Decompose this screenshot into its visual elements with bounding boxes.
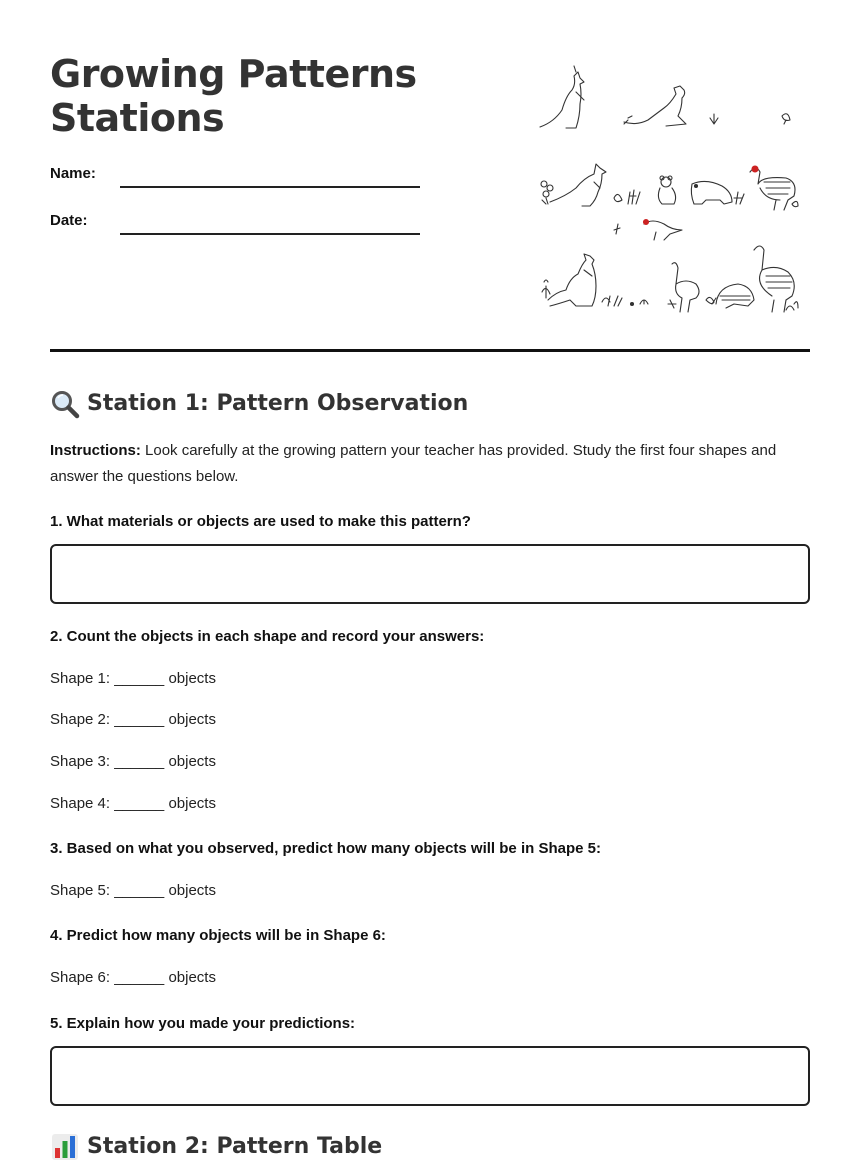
question-5: 5. Explain how you made your predictions: bbox=[50, 1015, 356, 1032]
instructions-label: Instructions: bbox=[50, 442, 141, 459]
plant-icon bbox=[786, 302, 798, 310]
shape-1-answer[interactable]: Shape 1: ______ objects bbox=[50, 670, 216, 687]
shape-5-answer[interactable]: Shape 5: ______ objects bbox=[50, 882, 216, 899]
plant-icon bbox=[710, 114, 790, 124]
cockatoo-icon bbox=[644, 220, 683, 241]
plant-icon bbox=[602, 296, 648, 306]
plant-icon bbox=[542, 280, 550, 298]
australian-animals-illustration bbox=[536, 64, 800, 320]
answer-box-1[interactable] bbox=[50, 544, 810, 604]
question-2: 2. Count the objects in each shape and record your answers: bbox=[50, 628, 485, 645]
title-line-2: Stations bbox=[50, 96, 225, 140]
kangaroo-icon bbox=[550, 164, 606, 206]
page-title bbox=[50, 52, 470, 140]
name-label: Name: bbox=[50, 165, 96, 182]
emu-icon bbox=[672, 263, 699, 312]
date-line[interactable] bbox=[120, 233, 420, 235]
plant-icon bbox=[614, 224, 620, 234]
date-label: Date: bbox=[50, 212, 88, 229]
name-field[interactable] bbox=[50, 165, 420, 195]
question-3: 3. Based on what you observed, predict how many objects will be in Shape 5: bbox=[50, 840, 601, 857]
name-line[interactable] bbox=[120, 186, 420, 188]
station2-heading bbox=[50, 1132, 382, 1162]
shape-2-answer[interactable]: Shape 2: ______ objects bbox=[50, 711, 216, 728]
plant-icon bbox=[614, 190, 640, 204]
plant-icon bbox=[734, 192, 744, 204]
plant-icon bbox=[541, 181, 553, 204]
shape-3-answer[interactable]: Shape 3: ______ objects bbox=[50, 753, 216, 770]
plant-icon bbox=[792, 201, 798, 206]
magnifying-glass-icon bbox=[50, 389, 80, 419]
wombat-icon bbox=[691, 181, 732, 204]
question-4: 4. Predict how many objects will be in Shape 6: bbox=[50, 927, 386, 944]
station1-heading bbox=[50, 389, 468, 419]
kangaroo-icon bbox=[540, 66, 584, 128]
instructions-text: Look carefully at the growing pattern your teacher has provided. Study the first four shapes and answer the questions below. bbox=[50, 442, 777, 485]
header-divider bbox=[50, 349, 810, 352]
title-line-1: Growing Patterns bbox=[50, 52, 417, 96]
emu-icon bbox=[750, 166, 795, 210]
bar-chart-icon bbox=[50, 1132, 80, 1162]
koala-icon bbox=[658, 176, 675, 204]
kangaroo-icon bbox=[548, 254, 596, 306]
answer-box-5[interactable] bbox=[50, 1046, 810, 1106]
shape-6-answer[interactable]: Shape 6: ______ objects bbox=[50, 969, 216, 986]
kangaroo-icon bbox=[624, 86, 686, 126]
station1-instructions bbox=[50, 438, 810, 490]
emu-icon bbox=[754, 246, 794, 312]
question-1: 1. What materials or objects are used to make this pattern? bbox=[50, 513, 471, 530]
station1-title: Station 1: Pattern Observation bbox=[87, 391, 469, 416]
date-field[interactable] bbox=[50, 212, 420, 242]
shape-4-answer[interactable]: Shape 4: ______ objects bbox=[50, 795, 216, 812]
station2-title: Station 2: Pattern Table bbox=[87, 1134, 383, 1159]
wombat-icon bbox=[716, 284, 754, 308]
